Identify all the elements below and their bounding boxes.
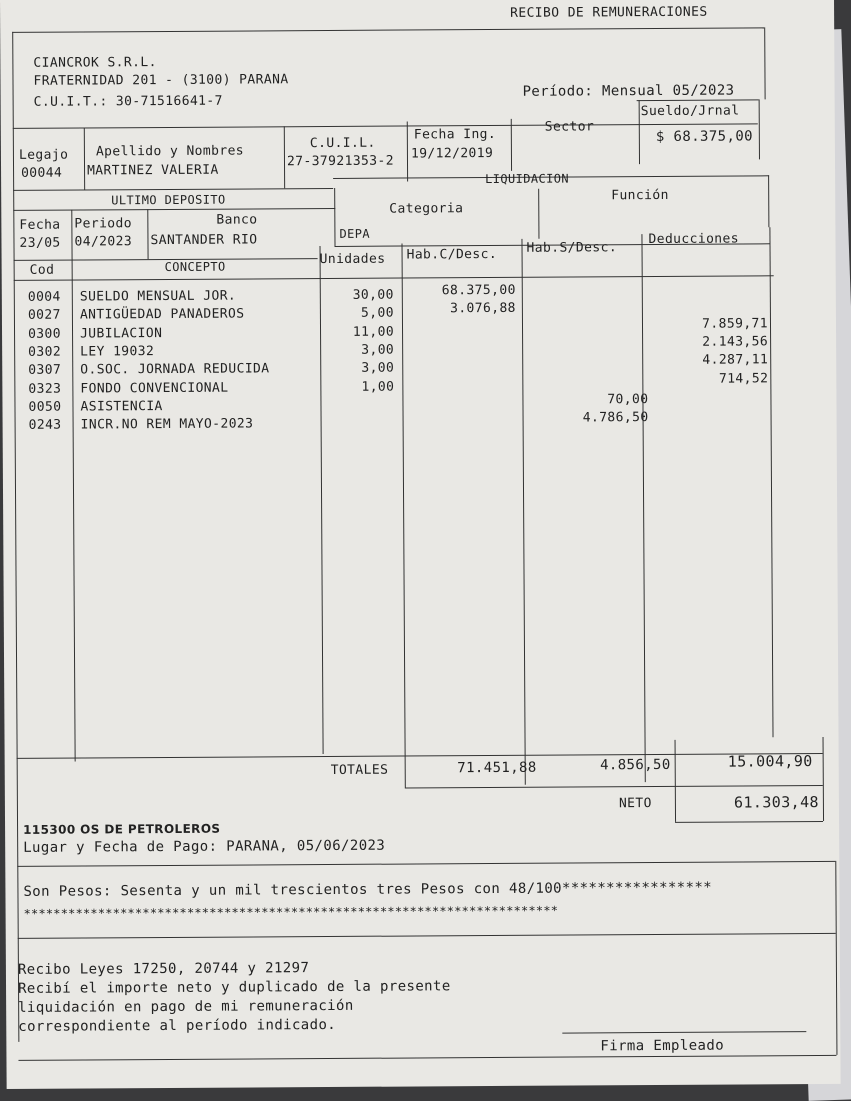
row-hab-s: 4.786,50 bbox=[523, 410, 649, 426]
divider bbox=[147, 209, 148, 259]
row-concepto: LEY 19032 bbox=[80, 343, 318, 359]
dep-banco-label: Banco bbox=[216, 212, 257, 227]
dep-periodo-label: Periodo bbox=[74, 216, 132, 231]
divider bbox=[18, 1055, 836, 1061]
row-hab-c: 68.375,00 bbox=[402, 283, 516, 299]
firma-empleado: Firma Empleado bbox=[600, 1038, 724, 1055]
row-unidades: 30,00 bbox=[320, 288, 394, 303]
recibo-line1: Recibo Leyes 17250, 20744 y 21297 bbox=[18, 960, 309, 978]
th-cod: Cod bbox=[30, 263, 55, 278]
row-unidades: 3,00 bbox=[320, 361, 394, 376]
row-concepto: JUBILACION bbox=[80, 325, 318, 341]
company-cuit: C.U.I.T.: 30-71516641-7 bbox=[34, 94, 223, 110]
col-rule bbox=[320, 246, 324, 754]
divider bbox=[675, 821, 823, 823]
divider bbox=[764, 27, 765, 99]
row-concepto: FONDO CONVENCIONAL bbox=[80, 380, 318, 396]
divider bbox=[13, 188, 333, 191]
dep-banco-value: SANTANDER RIO bbox=[150, 232, 257, 248]
th-deducciones: Deducciones bbox=[648, 231, 739, 247]
sector-label: Sector bbox=[545, 119, 594, 134]
col-rule bbox=[769, 227, 773, 737]
sueldo-value: $ 68.375,00 bbox=[656, 128, 753, 145]
liquidacion-title: LIQUIDACION bbox=[485, 172, 569, 187]
row-hab-c bbox=[402, 338, 516, 339]
total-deducciones: 15.004,90 bbox=[675, 752, 813, 771]
row-deducciones bbox=[642, 279, 768, 280]
dep-fecha-value: 23/05 bbox=[19, 236, 60, 251]
row-deducciones: 4.287,11 bbox=[642, 353, 768, 369]
table-header-rule bbox=[14, 275, 774, 281]
row-unidades: 11,00 bbox=[320, 324, 394, 339]
divider bbox=[18, 933, 836, 939]
nombre-label: Apellido y Nombres bbox=[96, 144, 244, 160]
frame-left bbox=[12, 32, 19, 1042]
row-concepto: SUELDO MENSUAL JOR. bbox=[80, 288, 318, 304]
col-rule bbox=[72, 260, 76, 762]
row-deducciones: 714,52 bbox=[642, 371, 768, 387]
row-hab-c bbox=[402, 319, 516, 320]
row-concepto: INCR.NO REM MAYO-2023 bbox=[81, 416, 319, 432]
recibo-line3: liquidación en pago de mi remuneración bbox=[18, 998, 354, 1016]
th-hab-c: Hab.C/Desc. bbox=[407, 247, 498, 263]
obra-social: 115300 OS DE PETROLEROS bbox=[23, 822, 220, 837]
row-cod: 0050 bbox=[28, 399, 68, 414]
divider bbox=[13, 123, 758, 129]
total-hab-s: 4.856,50 bbox=[525, 757, 671, 774]
divider bbox=[405, 785, 823, 789]
row-hab-c bbox=[402, 356, 516, 357]
row-hab-s bbox=[522, 355, 648, 356]
row-unidades: 5,00 bbox=[320, 306, 394, 321]
row-hab-c bbox=[403, 411, 517, 412]
lugar-fecha-pago: Lugar y Fecha de Pago: PARANA, 05/06/2023 bbox=[23, 838, 385, 856]
th-unidades: Unidades bbox=[320, 252, 386, 267]
dep-fecha-label: Fecha bbox=[19, 218, 60, 233]
company-name: CIANCROK S.R.L. bbox=[33, 55, 156, 71]
legajo-label: Legajo bbox=[19, 148, 68, 163]
row-hab-s bbox=[522, 319, 648, 320]
sueldo-label: Sueldo/Jrnal bbox=[641, 103, 740, 119]
row-hab-c bbox=[402, 374, 516, 375]
row-hab-s bbox=[522, 374, 648, 375]
divider bbox=[823, 737, 825, 821]
row-deducciones bbox=[642, 389, 768, 390]
row-hab-s bbox=[522, 337, 648, 338]
row-deducciones: 7.859,71 bbox=[642, 316, 768, 332]
row-cod: 0307 bbox=[28, 363, 68, 378]
deposito-title: ULTIMO DEPOSITO bbox=[111, 193, 225, 208]
divider bbox=[17, 861, 835, 867]
divider bbox=[759, 99, 760, 159]
row-cod: 0300 bbox=[28, 326, 68, 341]
neto-value: 61.303,48 bbox=[675, 793, 819, 812]
row-hab-s: 70,00 bbox=[522, 392, 648, 408]
row-concepto: ASISTENCIA bbox=[80, 398, 318, 414]
divider bbox=[13, 208, 335, 211]
divider bbox=[768, 175, 769, 227]
recibo-line2: Recibí el importe neto y duplicado de la presente bbox=[18, 978, 451, 997]
row-deducciones bbox=[643, 407, 769, 408]
divider bbox=[407, 122, 408, 182]
legajo-value: 00044 bbox=[21, 166, 62, 181]
row-hab-s bbox=[522, 282, 648, 283]
totales-label: TOTALES bbox=[331, 763, 389, 778]
th-concepto: CONCEPTO bbox=[165, 260, 226, 274]
row-cod: 0004 bbox=[28, 290, 68, 305]
recibo-line4: correspondiente al período indicado. bbox=[18, 1017, 336, 1035]
dep-periodo-value: 04/2023 bbox=[74, 234, 132, 249]
row-hab-c bbox=[402, 393, 516, 394]
row-concepto: ANTIGÜEDAD PANADEROS bbox=[80, 306, 318, 322]
row-hab-c: 3.076,88 bbox=[402, 301, 516, 317]
frame-right bbox=[835, 861, 837, 1055]
divider bbox=[538, 189, 539, 239]
row-unidades: 1,00 bbox=[320, 379, 394, 394]
divider bbox=[284, 126, 285, 188]
divider bbox=[511, 119, 512, 171]
col-rule bbox=[401, 244, 405, 788]
divider bbox=[71, 210, 72, 260]
signature-line bbox=[562, 1031, 806, 1033]
cuil-label: C.U.I.L. bbox=[310, 136, 376, 151]
cuil-value: 27-37921353-2 bbox=[287, 154, 394, 170]
categoria-label: Categoria bbox=[389, 201, 463, 216]
row-cod: 0243 bbox=[29, 418, 69, 433]
fecha-ing-value: 19/12/2019 bbox=[411, 146, 493, 162]
divider bbox=[12, 27, 764, 33]
categoria-value: DEPA bbox=[339, 227, 370, 241]
divider bbox=[334, 188, 335, 246]
total-hab-c: 71.451,88 bbox=[405, 760, 537, 777]
neto-label: NETO bbox=[619, 796, 652, 811]
row-cod: 0323 bbox=[28, 381, 68, 396]
th-hab-s: Hab.S/Desc. bbox=[526, 240, 617, 256]
divider bbox=[84, 127, 85, 189]
company-address: FRATERNIDAD 201 - (3100) PARANA bbox=[33, 72, 288, 89]
divider bbox=[637, 99, 759, 101]
row-deducciones bbox=[642, 298, 768, 299]
row-concepto: O.SOC. JORNADA REDUCIDA bbox=[80, 361, 318, 377]
son-pesos: Son Pesos: Sesenta y un mil trescientos tres Pesos con 48/100***************** bbox=[23, 880, 712, 900]
fecha-ing-label: Fecha Ing. bbox=[414, 127, 496, 143]
doc-title: RECIBO DE REMUNERACIONES bbox=[510, 5, 708, 21]
row-deducciones: 2.143,56 bbox=[642, 334, 768, 350]
stars-line: ************************************************************************ bbox=[24, 904, 559, 921]
row-cod: 0027 bbox=[28, 308, 68, 323]
periodo: Período: Mensual 05/2023 bbox=[523, 83, 735, 100]
row-hab-s bbox=[522, 300, 648, 301]
nombre-value: MARTINEZ VALERIA bbox=[87, 163, 219, 179]
row-unidades: 3,00 bbox=[320, 342, 394, 357]
funcion-label: Función bbox=[611, 188, 669, 203]
col-rule bbox=[521, 239, 525, 785]
row-cod: 0302 bbox=[28, 344, 68, 359]
